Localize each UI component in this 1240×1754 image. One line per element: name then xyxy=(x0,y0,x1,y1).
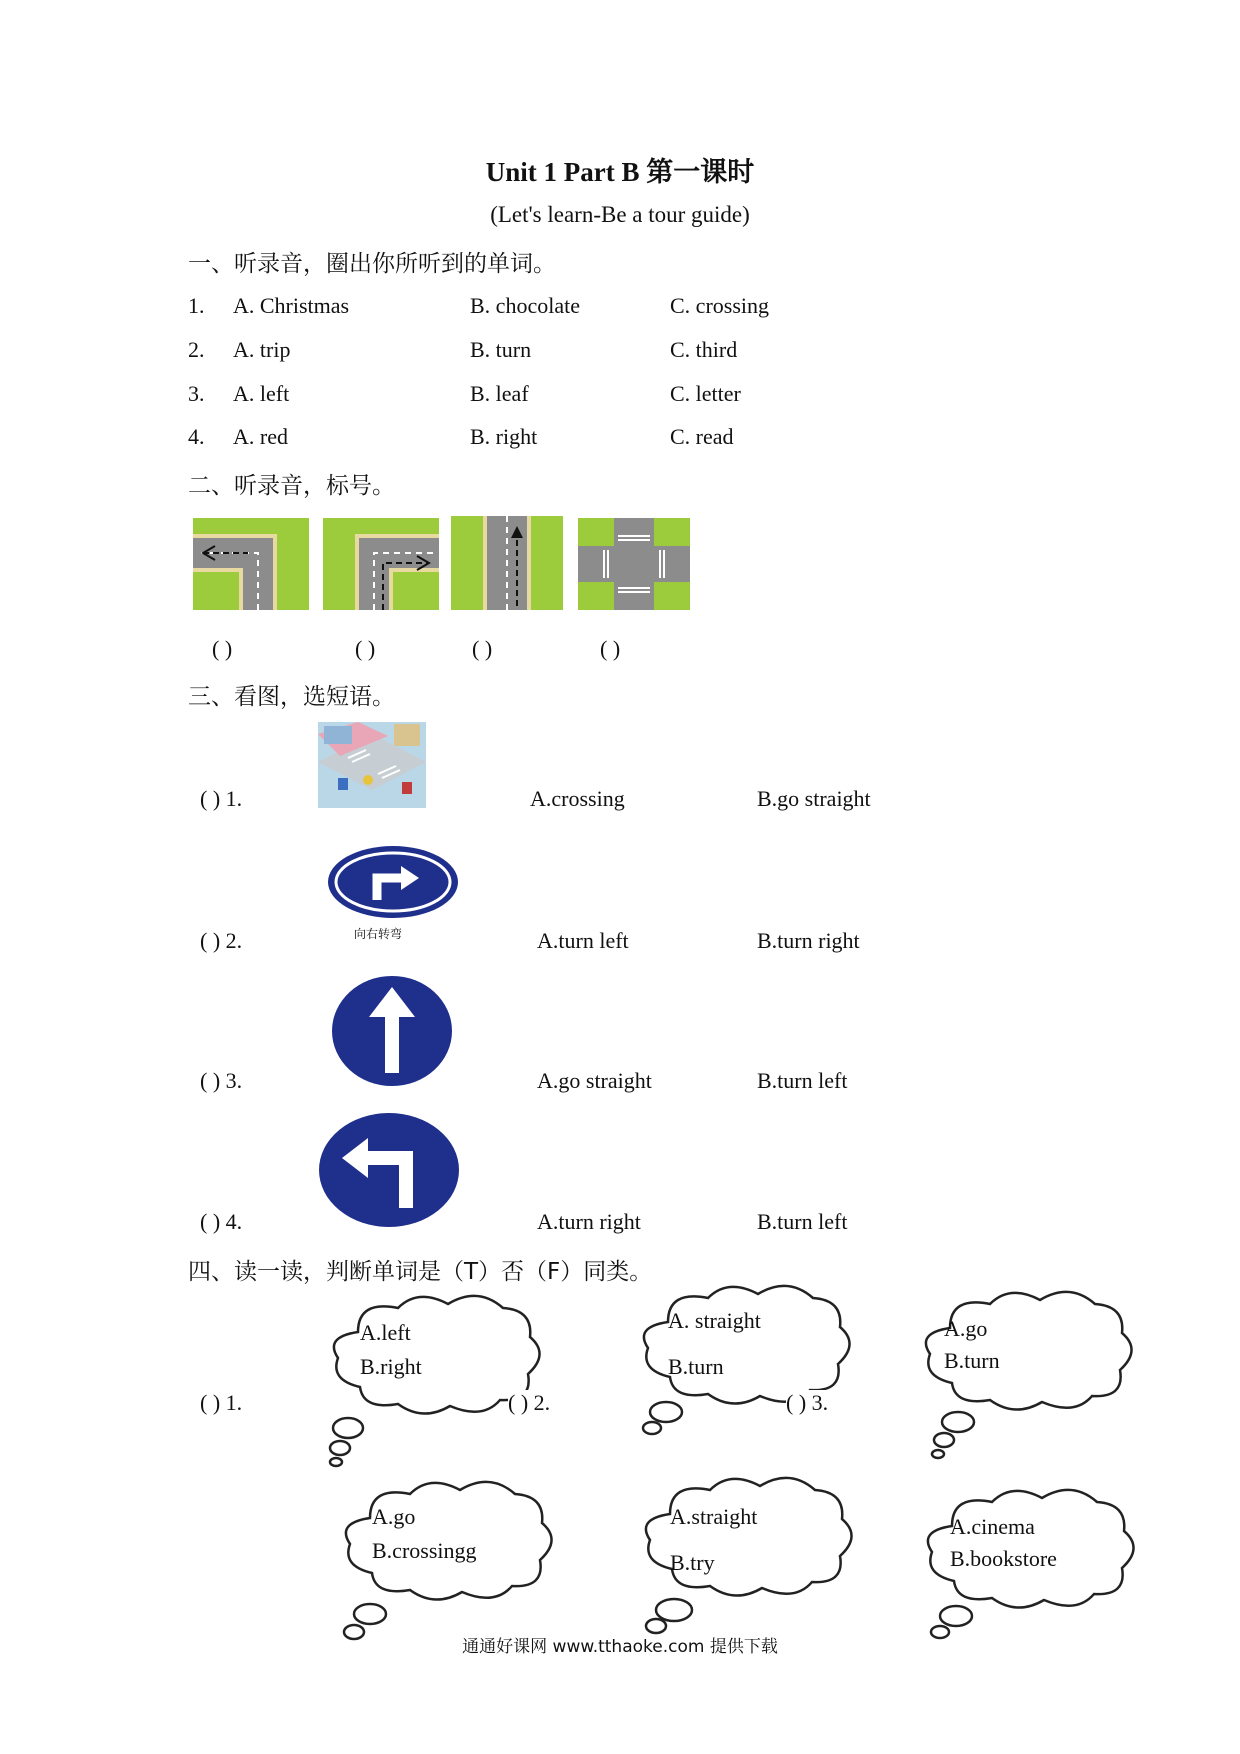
cloud4-word-b: B.crossingg xyxy=(372,1538,477,1563)
cloud6-word-a: A.cinema xyxy=(950,1514,1035,1539)
s1-item3-num: 3. xyxy=(188,381,205,406)
page-title: Unit 1 Part B 第一课时 xyxy=(485,157,755,187)
s2-blank-1[interactable]: ( ) xyxy=(212,636,233,661)
cloud5-word-a: A.straight xyxy=(670,1504,758,1529)
cloud5-word-b: B.try xyxy=(670,1550,715,1575)
cloud2-word-b: B.turn xyxy=(668,1354,724,1379)
cloud4-word-a: A.go xyxy=(372,1504,416,1529)
s1-item4-c[interactable]: C. read xyxy=(670,424,734,449)
s1-item1-c[interactable]: C. crossing xyxy=(670,293,769,318)
s3-item2-a[interactable]: A.turn left xyxy=(537,928,629,953)
s2-blank-3[interactable]: ( ) xyxy=(472,636,493,661)
s3-item4-b[interactable]: B.turn left xyxy=(757,1209,848,1234)
cloud1-word-a: A.left xyxy=(360,1320,411,1345)
s3-item3-b[interactable]: B.turn left xyxy=(757,1068,848,1093)
cloud6-word-b: B.bookstore xyxy=(950,1546,1057,1571)
s3-item1-label: ( ) 1. xyxy=(200,786,243,811)
s1-item4-num: 4. xyxy=(188,424,205,449)
s3-item4-label: ( ) 4. xyxy=(200,1209,243,1234)
cloud3-word-a: A.go xyxy=(944,1316,988,1341)
s4-label-1: ( ) 1. xyxy=(200,1390,243,1415)
s2-blank-4[interactable]: ( ) xyxy=(600,636,621,661)
s1-item3-b[interactable]: B. leaf xyxy=(470,381,529,406)
s1-item2-a[interactable]: A. trip xyxy=(233,337,291,362)
turn-right-sign-caption: 向右转弯 xyxy=(354,927,403,941)
s1-item2-c[interactable]: C. third xyxy=(670,337,738,362)
s1-item2-b[interactable]: B. turn xyxy=(470,337,532,362)
section3-heading: 三、看图，选短语。 xyxy=(188,684,395,710)
s3-item1-a[interactable]: A.crossing xyxy=(530,786,625,811)
s3-item3-a[interactable]: A.go straight xyxy=(537,1068,652,1093)
s1-item1-a[interactable]: A. Christmas xyxy=(233,293,350,318)
footer-download-note: 通通好课网 www.tthaoke.com 提供下载 xyxy=(462,1637,778,1657)
section1-heading: 一、听录音，圈出你所听到的单词。 xyxy=(188,251,556,277)
s1-item3-c[interactable]: C. letter xyxy=(670,381,741,406)
s1-item1-b[interactable]: B. chocolate xyxy=(470,293,580,318)
section2-heading: 二、听录音，标号。 xyxy=(188,473,395,499)
s3-item2-label: ( ) 2. xyxy=(200,928,243,953)
page-subtitle: (Let's learn-Be a tour guide) xyxy=(490,202,750,227)
cloud1-word-b: B.right xyxy=(360,1354,422,1379)
cloud2-word-a: A. straight xyxy=(668,1308,761,1333)
s4-label-3: ( ) 3. xyxy=(786,1390,829,1415)
cloud3-word-b: B.turn xyxy=(944,1348,1000,1373)
s1-item3-a[interactable]: A. left xyxy=(233,381,290,406)
s3-item2-b[interactable]: B.turn right xyxy=(757,928,860,953)
s1-item4-a[interactable]: A. red xyxy=(233,424,288,449)
s3-item3-label: ( ) 3. xyxy=(200,1068,243,1093)
s1-item1-num: 1. xyxy=(188,293,205,318)
s3-item4-a[interactable]: A.turn right xyxy=(537,1209,641,1234)
s4-label-2: ( ) 2. xyxy=(508,1390,551,1415)
s3-item1-b[interactable]: B.go straight xyxy=(757,786,871,811)
s2-blank-2[interactable]: ( ) xyxy=(355,636,376,661)
section4-heading: 四、读一读，判断单词是（T）否（F）同类。 xyxy=(188,1259,653,1285)
s1-item2-num: 2. xyxy=(188,337,205,362)
s1-item4-b[interactable]: B. right xyxy=(470,424,538,449)
